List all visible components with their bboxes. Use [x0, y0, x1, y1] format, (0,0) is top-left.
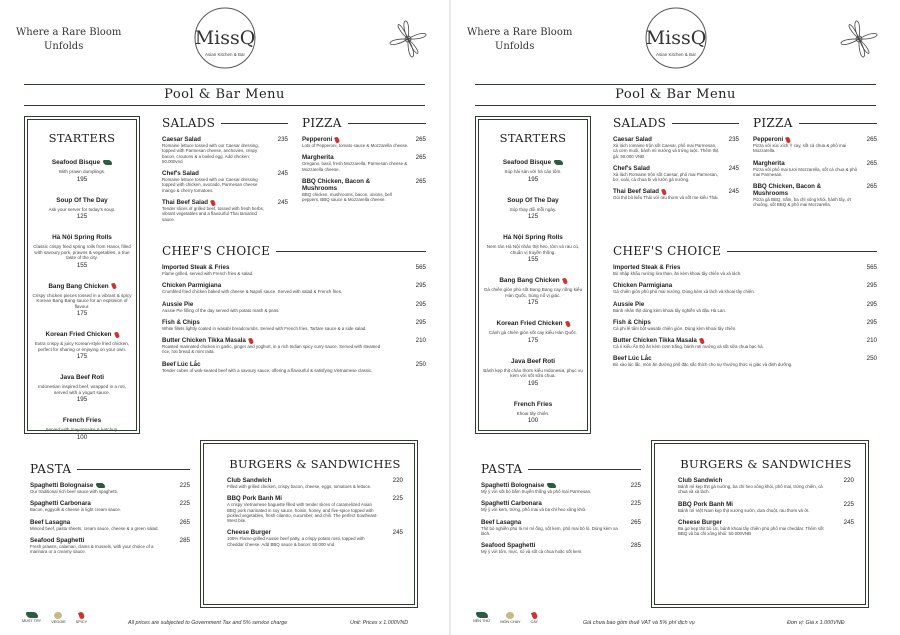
spicy-icon [248, 337, 254, 344]
chefs-choice-column [613, 244, 877, 368]
menu-item: BBQ Chicken, Bacon & Mushrooms 265 BBQ chicken, mushrooms, bacon, onions, bell peppers, BBQ sauce & Mozzarella cheese. [302, 177, 426, 203]
menu-item: Thai Beef Salad 245 Tender slices of grilled beef, tossed with fresh herbs, vibrant vegetables and a flavourful Thai tamarind sauce. [162, 199, 288, 222]
chefs-choice-heading: CHEF'S CHOICE [162, 244, 426, 258]
menu-item: Java Beef Roti Bánh kẹp thịt chảo thơm kiểu Indonesia, phục vụ kèm với sốt sữa chua. 195 [483, 357, 583, 387]
menu-item: Seafood Bisque With prawn dumplings. 195 [31, 151, 133, 183]
menu-item: French Fries Served with mayonnaise & ketchup. 100 [45, 417, 119, 441]
menu-item: Fish & Chips 295 White fillets lightly coated in wasabi breadcrumbs. Served with French fries, Tartare sauce & a side salad. [162, 318, 426, 331]
menu-item: Imported Steak & Fries 565 Flame grilled, served with French fries & salad. [162, 264, 426, 276]
tax-note: Giá chưa bao gồm thuế VAT và 5% phí dịch vụ [583, 620, 695, 626]
salads-heading: SALADS [162, 116, 288, 130]
menu-item: Spaghetti Bolognaise 225 Our traditional rich beef sauce with spaghetti. [30, 482, 190, 494]
pizza-column [302, 116, 426, 202]
menu-item: Hà Nội Spring Rolls Nem rán Hà Nội nhân thịt heo, tôm và rau củ, chuẩn vị truyền thống. 155 [486, 234, 580, 263]
menu-item: Fish & Chips 295 Cá phi lê tẩm bột wasabi chiên giòn. Dùng kèm khoai tây chiên. [613, 318, 877, 331]
veggie-icon [54, 612, 62, 619]
menu-item: Beef Lasagna 265 Minced beef, pasta sheets, cream sauce, cheese & a green salad. [30, 518, 190, 531]
menu-item: BBQ Pork Banh Mi 225 A crispy Vietnamese baguette filled with tender slices of caramelized Asian BBQ pork marinated in soy sauce, hoisin, honey, and five-spice topped with pickled vegetables, fresh cilantro, cucumber, and chili. The perfect Southeast-West bite. [227, 495, 403, 524]
menu-item: Cheese Burger 245 100% Flame-grilled Aussie beef patty, a crispy potato rosti, topped with Cheddar cheese. Add BBQ sauce & bacon: 50.000 vnd [227, 529, 403, 547]
menu-page-vietnamese [451, 0, 900, 635]
menu-item: Imported Steak & Fries 565 Bò nhập khẩu nướng lửa than, ăn kèm khoai tây chiên và xà lách. [613, 264, 877, 276]
menu-item: Margherita 265 Oregano, basil, fresh Mozzarella, Parmesan cheese & Mozzarella cheese. [302, 154, 426, 172]
menu-item: Beef Lúc Lắc 250 Tender cubes of wok-seared beef with a savoury sauce, offering a flavourful & satisfying Vietnamese classic. [162, 360, 426, 373]
menu-item: BBQ Pork Banh Mi 225 Bánh mì Việt Nam kẹp thịt xương sườn, dưa chuột, rau thơm và ớt. [678, 500, 854, 513]
must-try-icon [96, 483, 105, 488]
menu-item: Java Beef Roti Indonesian inspired beef, wrapped in a roti, served with a yogurt sauce. 195 [38, 374, 126, 403]
spicy-icon [785, 136, 791, 143]
salads-heading: SALADS [613, 116, 739, 130]
menu-item: Spaghetti Carbonara 225 Mỳ ý với kem, trứng, phô mai và ba chỉ heo xông khói. [481, 500, 641, 513]
tagline: Where a Rare Bloom Unfolds [16, 27, 122, 52]
spicy-icon [562, 277, 568, 284]
menu-item: Caesar Salad 235 Xà lách romaine trộn sốt Caesar, phô mai Parmesan, cá cơm muối, bánh mì nướng và trứng luộc. Thêm thịt gà: 50.000 VNĐ [613, 136, 739, 159]
dietary-legend: MUST TRY VEGGIE SPICY [22, 612, 87, 624]
burgers-heading: BURGERS & SANDWICHES [680, 457, 852, 471]
menu-item: Seafood Spaghetti 285 Fresh prawns, calamari, clams & mussels, with your choice of a marinara or a creamy sauce. [30, 536, 190, 555]
spicy-icon [111, 282, 117, 289]
starters-panel [24, 116, 140, 441]
logo-text: MissQ [194, 27, 256, 49]
starters-heading: STARTERS [499, 131, 567, 145]
menu-item: Korean Fried Chicken Extra crispy & juicy Korean-style fried chicken, perfect for sharing or enjoying on your own. 175 [34, 331, 130, 360]
must-try-icon [26, 612, 38, 618]
veggie-icon [506, 612, 514, 619]
menu-item: Beef Lasagna 265 Thịt bò nghiền phủ lá mì mì ống, sốt kem, phô mai bỏ lò. Dùng kèm xa lách. [481, 518, 641, 536]
menu-item: Thai Beef Salad 245 Gỏi thịt bò kiểu Thái với rau thơm và sốt me kiểu Thái. [613, 188, 739, 201]
menu-item: Chef's Salad 245 Romaine lettuce tossed with our Caesar dressing topped with chicken, avocado, Parmesan cheese mango & cherry tomatoes. [162, 170, 288, 193]
menu-item: Chicken Parmigiana 295 Crumbled fried chicken baked with cheese & Napoli sauce. Served with salad & French fries. [162, 282, 426, 295]
menu-item: Korean Fried Chicken Cánh gà chiên giòn sốt cay kiểu Hàn Quốc. 175 [488, 320, 578, 344]
logo-text: MissQ [645, 27, 707, 49]
menu-item: Caesar Salad 235 Romaine lettuce tossed with our Caesar dressing, topped with Parmesan cheese, anchovies, crispy bacon, croutons & a boiled egg. Add chicken: 50.000vnd [162, 136, 288, 164]
tax-note: All prices are subjected to Government Tax and 5% service charge [128, 620, 288, 626]
pasta-heading: PASTA [481, 462, 641, 476]
unit-note: Unit: Prices x 1.000VND [350, 620, 409, 626]
burgers-panel [651, 440, 869, 608]
menu-item: Margherita 265 Pizza với phô mai tươi Mozzarella, sốt cà chua & phô mai Parmesan. [753, 159, 877, 177]
menu-item: Pepperoni 265 Lots of Pepperoni, tomato sauce & Mozzarella cheese. [302, 136, 426, 148]
menu-item: Soup Of The Day Ask your server for today's soup. 125 [48, 196, 116, 220]
menu-item: Seafood Spaghetti 285 Mỳ ý với tôm, mực, sò và sốt cà chua hoặc sốt kem. [481, 542, 641, 555]
salads-column [162, 116, 288, 222]
menu-item: Bang Bang Chicken Crispy chicken pieces tossed in a vibrant & spicy Korean Bang Bang sauce for an explosion of flavour. 175 [32, 282, 132, 317]
menu-item: Chef's Salad 245 Xà lách Romaine trộn sốt Caesar, phô mai Parmesan, bơ, xoài, cà chua bi và lườn gà nướng. [613, 164, 739, 183]
spicy-icon [210, 199, 216, 206]
salads-column [613, 116, 739, 201]
menu-item: French Fries Khoai tây chiên. 100 [513, 400, 553, 424]
starters-panel [475, 116, 591, 434]
menu-title: Pool & Bar Menu [164, 87, 285, 102]
missq-logo [644, 6, 708, 70]
burgers-panel [200, 440, 418, 608]
spicy-icon [699, 337, 705, 344]
pasta-column [30, 462, 190, 554]
pizza-column [753, 116, 877, 208]
menu-item: Spaghetti Carbonara 225 Bacon, eggyolk & cheese in light cream sauce. [30, 500, 190, 513]
menu-item: Butter Chicken Tikka Masala 210 Cà ri kiểu Ấn Độ ăn kèm cơm trắng, bánh roti nướng và sốt sữa chua bạc hà. [613, 337, 877, 350]
spicy-icon [114, 331, 120, 338]
menu-item: Club Sandwich 220 Filled with grilled chicken, crispy bacon, cheese, eggs, tomatoes & lettuce. [227, 477, 403, 489]
dietary-legend: NÊN THỬ MÓN CHAY CAY [473, 612, 538, 624]
missq-logo [193, 6, 257, 70]
spicy-icon [565, 320, 571, 327]
menu-item: Spaghetti Bolognaise 225 Mỳ ý với sốt bò bằm truyền thống và phô mai Parmesan. [481, 482, 641, 494]
menu-item: Butter Chicken Tikka Masala 210 Roasted marinated chicken in garlic, ginger and yoghurt, in a rich Indian spicy curry sauce. Served with steamed rice, roti bread & mint raita. [162, 337, 426, 355]
spicy-icon [78, 611, 85, 619]
menu-item: Pepperoni 265 Pizza với xúc xích Ý cay, sốt cà chua & phô mai Mozzarella. [753, 136, 877, 154]
logo-subtitle: Asian Kitchen & Bar [204, 52, 246, 57]
menu-item: Soup Of The Day Súp thay đổi mỗi ngày. 125 [507, 196, 559, 220]
pasta-heading: PASTA [30, 462, 190, 476]
pizza-heading: PIZZA [302, 116, 426, 130]
menu-item: Aussie Pie 295 Aussie Pie filling of the day served with potato mash & peas. [162, 300, 426, 313]
menu-item: Seafood Bisque Súp hải sản với há cảo tôm. 195 [502, 159, 562, 183]
spicy-icon [531, 611, 538, 619]
burgers-heading: BURGERS & SANDWICHES [229, 457, 401, 471]
starters-heading: STARTERS [48, 131, 116, 145]
must-try-icon [103, 160, 112, 165]
menu-item: BBQ Chicken, Bacon & Mushrooms 265 Pizza gà BBQ, nấm, ba chỉ xông khói, hành tây, ớt chuông, sốt BBQ & phô mai Mozzarella. [753, 183, 877, 208]
spicy-icon [661, 188, 667, 195]
menu-item: Chicken Parmigiana 295 Gà chiên giòn phủ phô mai nướng. Dùng kèm xà lách và khoai tây chiên. [613, 282, 877, 295]
chefs-choice-column [162, 244, 426, 373]
menu-item: Hà Nội Spring Rolls Classic crispy fried spring rolls from Hanoi, filled with savoury pork, prawns & vegetables, a true taste of the city. 155 [33, 234, 131, 269]
chefs-choice-heading: CHEF'S CHOICE [613, 244, 877, 258]
menu-item: Cheese Burger 245 Ba gơ kẹp thịt bò Úc, bánh khoai tây chiên phủ phô mai cheddar. Thêm sốt BBQ và ba chỉ xông khói: 50.000VNĐ [678, 518, 854, 537]
menu-title: Pool & Bar Menu [615, 87, 736, 102]
must-try-icon [554, 160, 563, 165]
must-try-icon [476, 612, 488, 618]
menu-item: Aussie Pie 295 Bánh nhân thịt dùng kèm khoai tây nghiền và đậu Hà Lan. [613, 300, 877, 313]
pasta-column [481, 462, 641, 554]
spicy-icon [334, 136, 340, 143]
pizza-heading: PIZZA [753, 116, 877, 130]
menu-page-english [0, 0, 449, 635]
menu-item: Beef Lúc Lắc 250 Bò xào lúc lắc, món ăn đường phố đặc sắc thích cho sự thưởng thức vị giác và đinh dưỡng. [613, 355, 877, 368]
menu-item: Bang Bang Chicken Gà chiên giòn phủ sốt Bang Bang cay nồng kiểu Hàn Quốc, bùng nổ vị giác. 175 [483, 277, 583, 306]
menu-item: Club Sandwich 220 Bánh mì kẹp thịt gà nướng, ba chỉ heo xông khói, phô mai, trứng chiên, cà chua và xà lách. [678, 477, 854, 495]
unit-note: Đơn vị: Giá x 1.000VNĐ [787, 620, 845, 626]
tagline: Where a Rare Bloom Unfolds [467, 27, 573, 52]
flower-illustration-icon [828, 8, 890, 70]
logo-subtitle: Asian Kitchen & Bar [655, 52, 697, 57]
must-try-icon [547, 483, 556, 488]
flower-illustration-icon [377, 8, 439, 70]
